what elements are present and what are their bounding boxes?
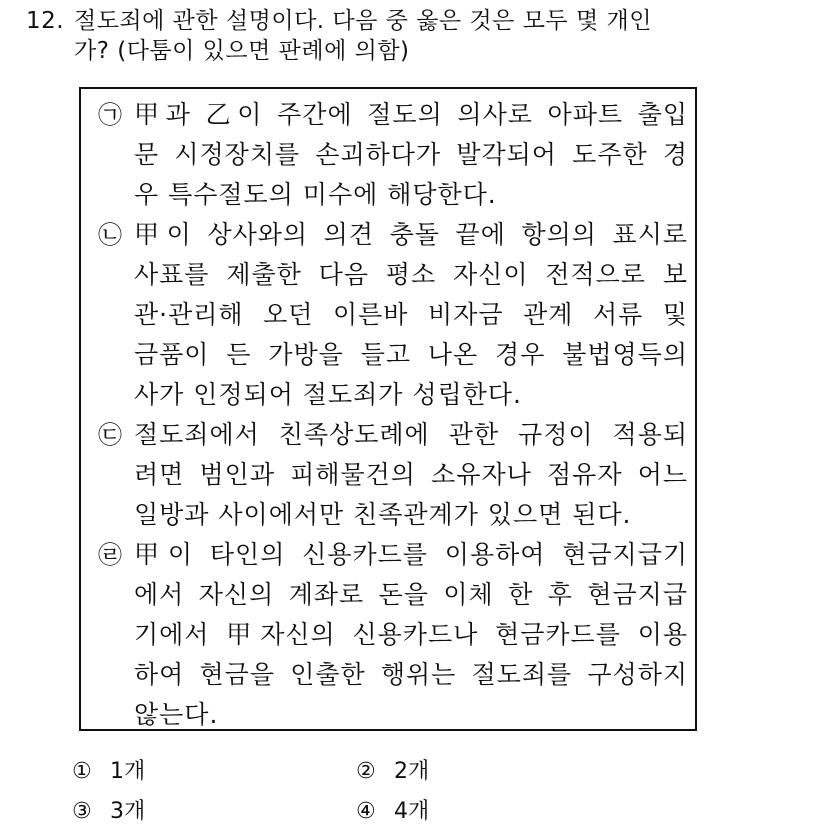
statement-line: 금품이 든 가방을 들고 나온 경우 불법영득의 xyxy=(134,340,688,369)
statement-text xyxy=(134,535,688,735)
statement-line: 기에서 甲자신의 신용카드나 현금카드를 이용 xyxy=(134,620,688,649)
question-text-2: 가? (다툼이 있으면 판례에 의함) xyxy=(74,38,410,64)
statement-a xyxy=(98,95,688,215)
statement-text xyxy=(134,95,688,215)
statement-line: 甲과 乙이 주간에 절도의 의사로 아파트 출입 xyxy=(134,100,688,129)
statement-line: 일방과 사이에서만 친족관계가 있으면 된다. xyxy=(134,500,632,529)
statement-b xyxy=(98,215,688,415)
question-line-1 xyxy=(26,6,806,36)
choice-2[interactable] xyxy=(356,752,640,792)
choice-label: 4개 xyxy=(394,799,430,824)
statement-line: 하여 현금을 인출한 행위는 절도죄를 구성하지 xyxy=(134,660,688,689)
question-number: 12. xyxy=(26,8,65,34)
choice-row xyxy=(72,752,772,792)
statement-line: 甲이 상사와의 의견 충돌 끝에 항의의 표시로 xyxy=(134,220,688,249)
question-text-1: 절도죄에 관한 설명이다. 다음 중 옳은 것은 모두 몇 개인 xyxy=(74,8,652,34)
statement-line: 甲이 타인의 신용카드를 이용하여 현금지급기 xyxy=(134,540,688,569)
statement-line: 에서 자신의 계좌로 돈을 이체 한 후 현금지급 xyxy=(134,580,688,609)
statement-text xyxy=(134,215,688,415)
answer-choices xyxy=(72,752,772,832)
statement-marker: ㉠ xyxy=(98,101,123,129)
statement-marker: ㉣ xyxy=(98,541,123,569)
choice-marker: ② xyxy=(356,759,376,784)
statement-text xyxy=(134,415,688,535)
choice-3[interactable] xyxy=(72,792,356,832)
statement-list xyxy=(98,95,688,735)
choice-marker: ③ xyxy=(72,799,92,824)
statement-line: 절도죄에서 친족상도례에 관한 규정이 적용되 xyxy=(134,420,688,449)
statement-line: 사가 인정되어 절도죄가 성립한다. xyxy=(134,380,522,409)
question-line-2 xyxy=(26,36,806,66)
question-stem xyxy=(26,6,806,66)
statement-line: 관·관리해 오던 이른바 비자금 관계 서류 및 xyxy=(134,300,688,329)
choice-label: 3개 xyxy=(110,799,146,824)
statement-d xyxy=(98,535,688,735)
choice-marker: ① xyxy=(72,759,92,784)
choice-row xyxy=(72,792,772,832)
statement-line: 려면 범인과 피해물건의 소유자나 점유자 어느 xyxy=(134,460,688,489)
choice-marker: ④ xyxy=(356,799,376,824)
choice-label: 2개 xyxy=(394,759,430,784)
statement-line: 사표를 제출한 다음 평소 자신이 전적으로 보 xyxy=(134,260,688,289)
statement-marker: ㉡ xyxy=(98,221,123,249)
statement-line: 우 특수절도의 미수에 해당한다. xyxy=(134,180,497,209)
choice-label: 1개 xyxy=(110,759,146,784)
statement-marker: ㉢ xyxy=(98,421,123,449)
choice-1[interactable] xyxy=(72,752,356,792)
statement-c xyxy=(98,415,688,535)
statement-line: 문 시정장치를 손괴하다가 발각되어 도주한 경 xyxy=(134,140,688,169)
statement-line: 않는다. xyxy=(134,700,219,729)
choice-4[interactable] xyxy=(356,792,640,832)
